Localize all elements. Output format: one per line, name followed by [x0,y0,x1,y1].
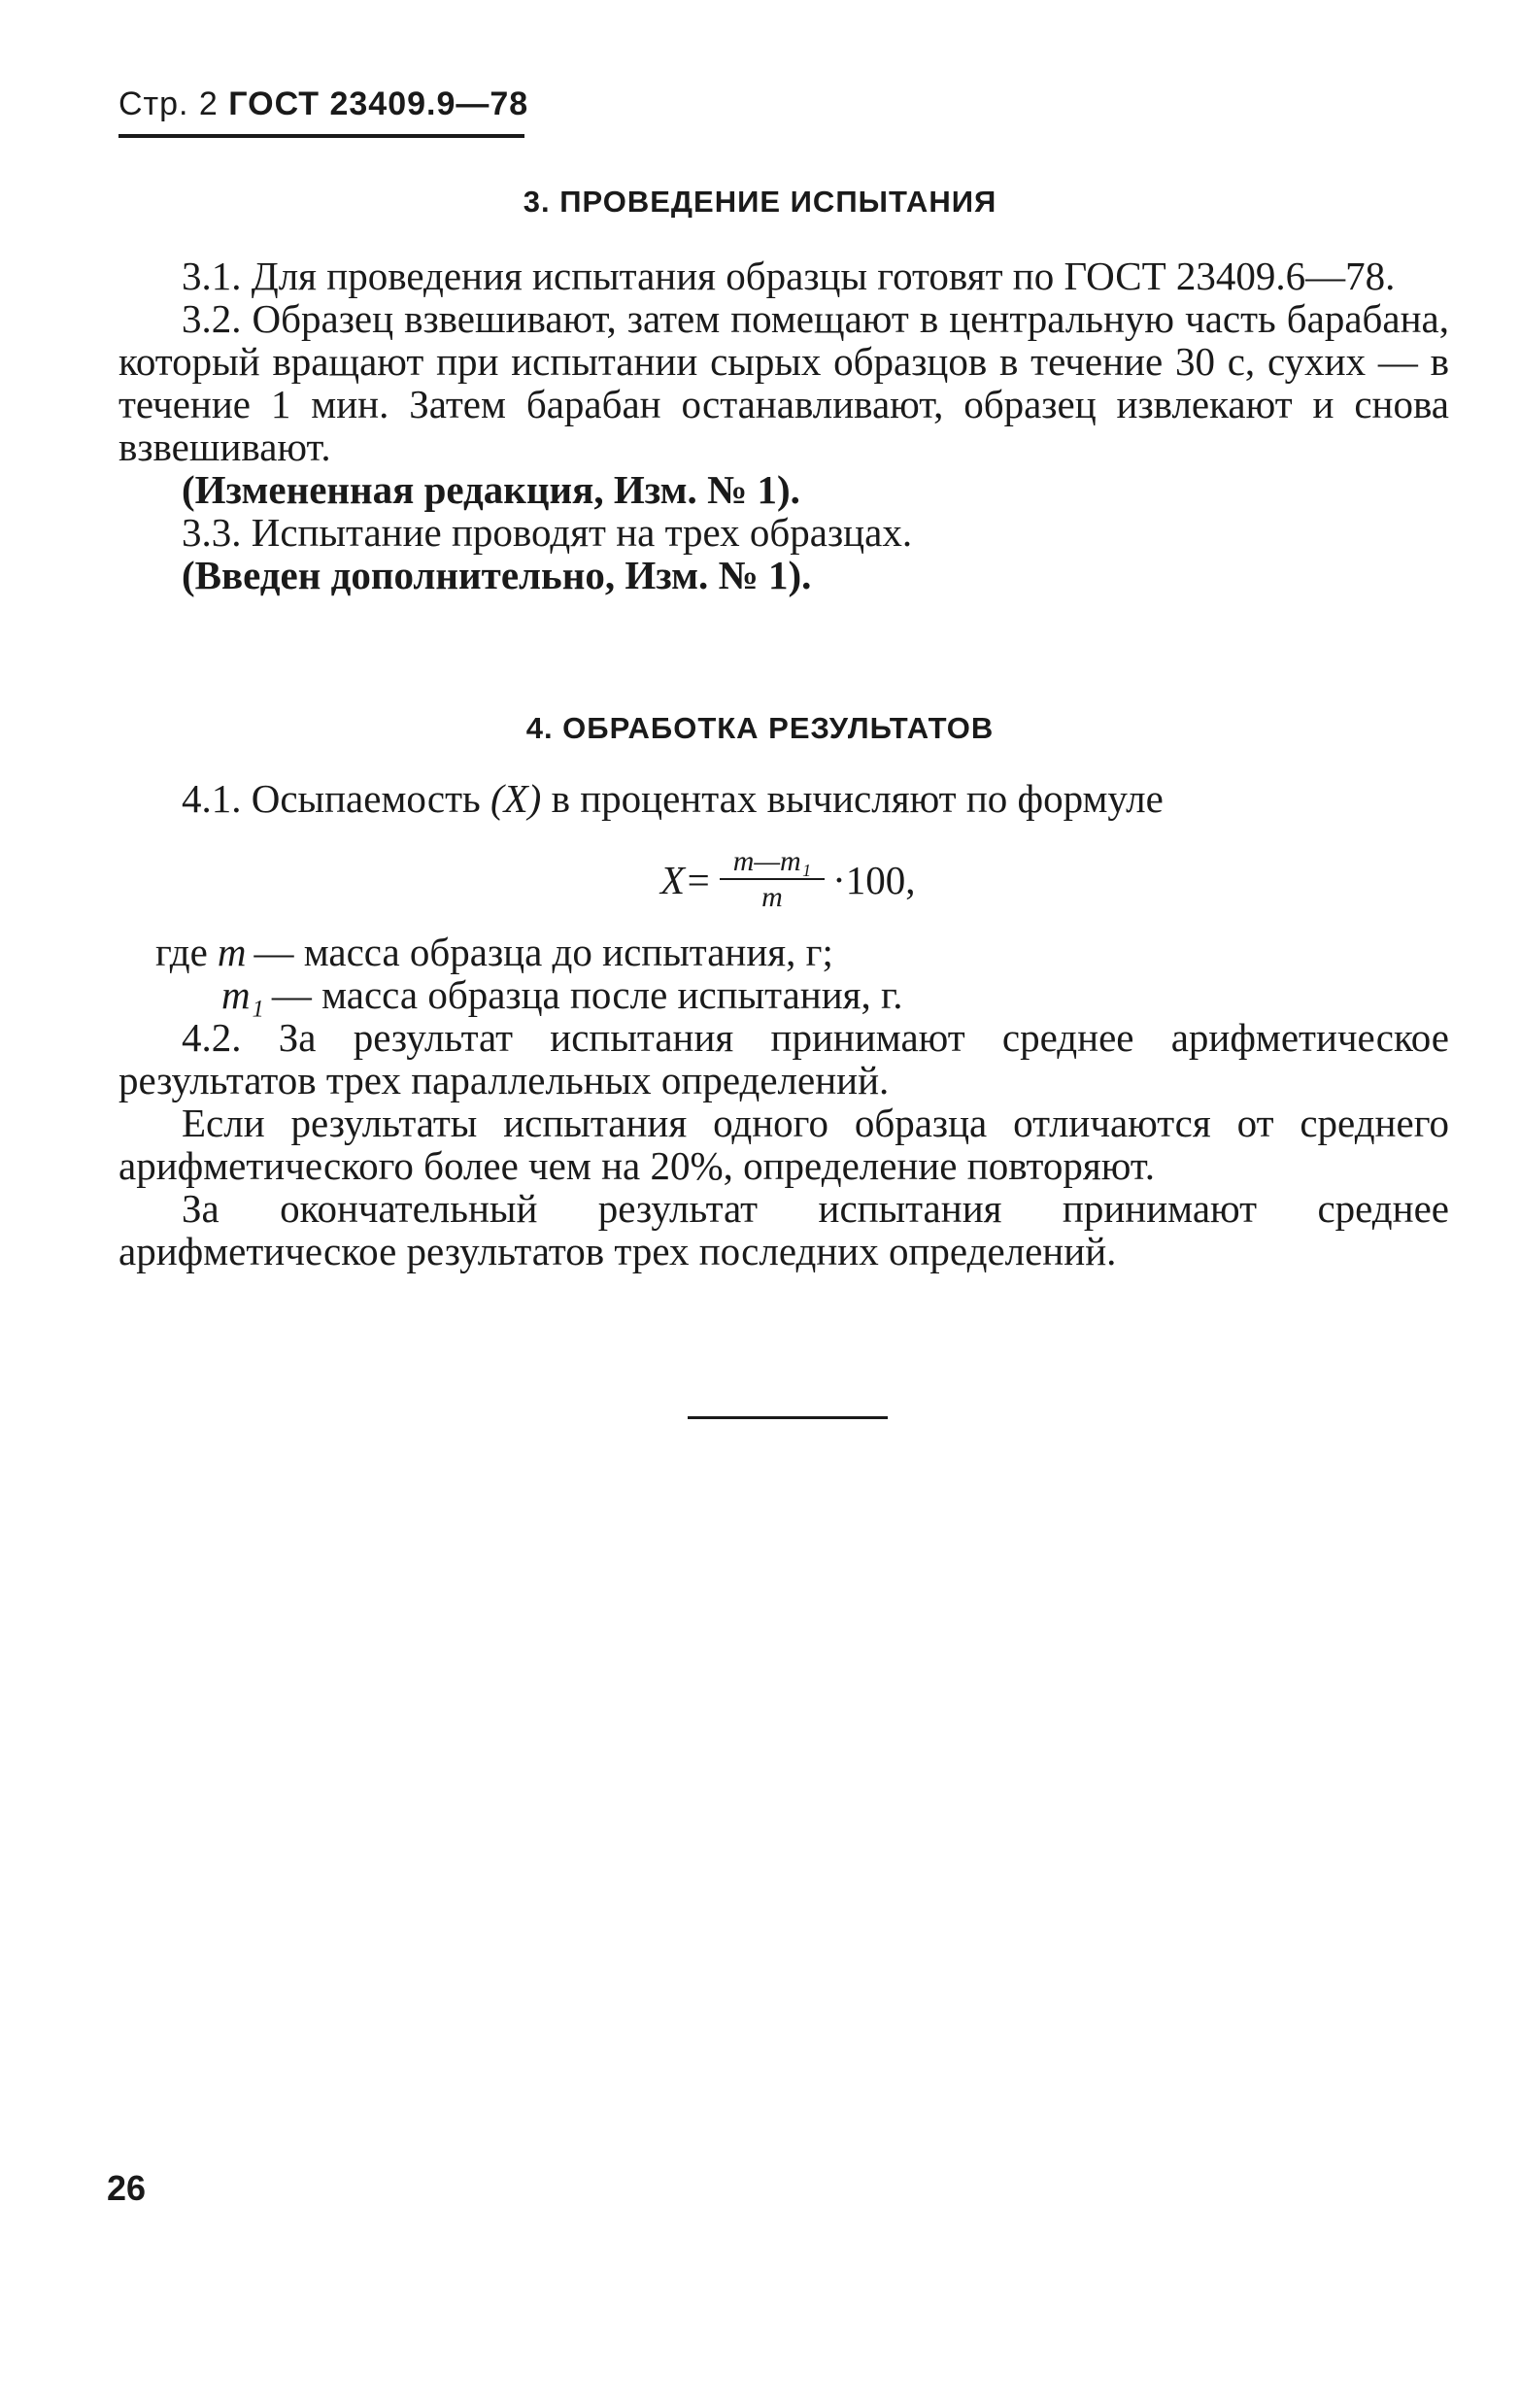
paragraph-4-1-suffix: в процентах вычисляют по формуле [551,776,1164,821]
definition-m [155,931,902,973]
page-header [118,85,528,123]
formula-numerator: m—m₁ [720,845,825,880]
paragraph-3-1: 3.1. Для проведения испытания образцы готовят по ГОСТ 23409.6—78. [182,254,1396,298]
definition-symbol: m [217,930,247,974]
paragraph-3-2: 3.2. Образец взвешивают, затем помещают в центральную часть барабана, который вращают при испытании сырых образцов в течение 30 с, сухих — в течение 1 мин. Затем барабан останавливают, образец извлекают и снова взвешивают. [118,296,1449,469]
section-3-title: 3. ПРОВЕДЕНИЕ ИСПЫТАНИЯ [523,185,997,219]
definition-symbol: m₁ [221,972,264,1017]
definition-text: — масса образца до испытания, г; [253,930,833,974]
section-4-body [118,1016,1449,1272]
header-rule [118,134,524,138]
formula [660,845,916,915]
definition-text: — масса образца после испытания, г. [271,972,903,1017]
formula-rhs: ·100, [832,858,916,902]
formula-denominator: m [761,881,783,913]
formula-fraction [720,845,825,915]
where-definitions [155,931,902,1016]
amendment-note-1: (Измененная редакция, Изм. № 1). [182,467,800,512]
paragraph-4-2: 4.2. За результат испытания принимают среднее арифметическое результатов трех параллельных определений. [118,1015,1449,1102]
definition-lead: где [155,930,208,974]
paragraph-4-2-repeat-rule: Если результаты испытания одного образца отличаются от среднего арифметического более чем на 20%, определение повторяют. [118,1101,1449,1188]
section-3-body [118,254,1449,596]
paragraph-4-1-prefix: 4.1. Осыпаемость [182,776,481,821]
paragraph-4-1 [118,777,1449,820]
paragraph-3-3: 3.3. Испытание проводят на трех образцах. [182,510,913,555]
amendment-note-2: (Введен дополнительно, Изм. № 1). [182,553,812,597]
page-label: Стр. 2 [118,85,219,122]
document-code: ГОСТ 23409.9—78 [228,85,529,122]
section-4-title: 4. ОБРАБОТКА РЕЗУЛЬТАТОВ [525,711,995,745]
section-4-intro [118,777,1449,820]
variable-x: (X) [490,776,542,821]
definition-m1 [155,973,902,1016]
end-rule [688,1416,888,1419]
paragraph-4-2-final: За окончательный результат испытания принимают среднее арифметическое результатов трех последних определений. [118,1186,1449,1273]
page-number: 26 [107,2168,147,2208]
formula-lhs: X= [660,858,712,902]
